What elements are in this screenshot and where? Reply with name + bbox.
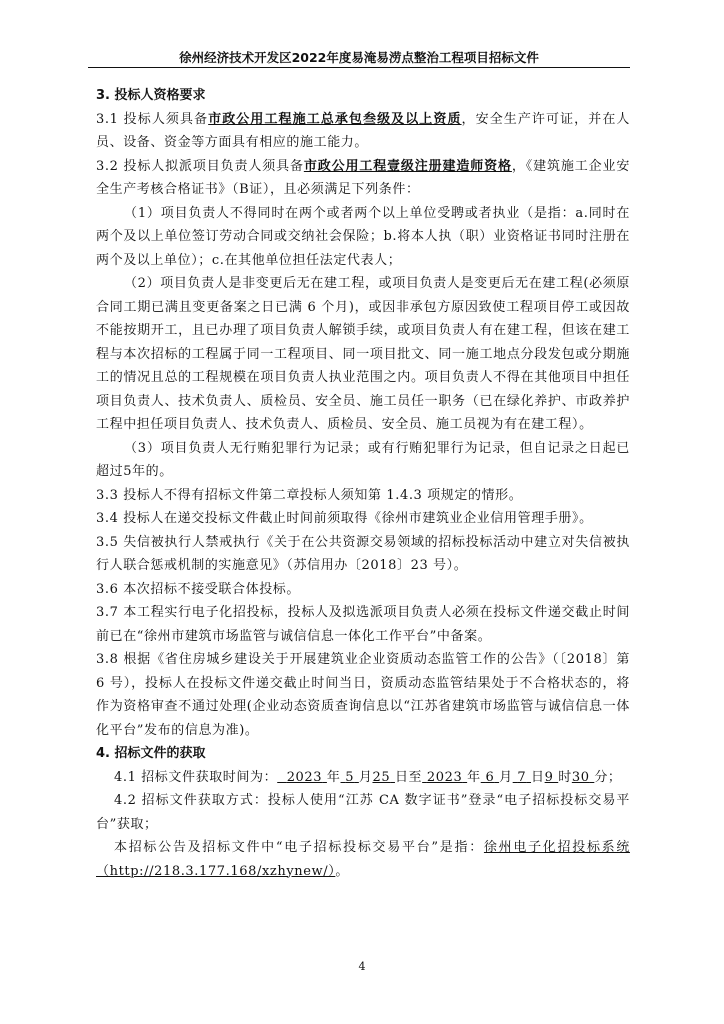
platform-link[interactable]: 徐州电子化招投标系统（http://218.3.177.168/xzhynew/） <box>96 840 630 879</box>
end-year: 2023 <box>426 769 463 785</box>
page-header-title: 徐州经济技术开发区2022年度易淹易涝点整治工程项目招标文件 <box>179 50 539 65</box>
start-year: 2023 <box>286 769 323 785</box>
required-qualification: 市政公用工程施工总承包叁级及以上资质 <box>208 111 462 127</box>
required-builder-certificate: 市政公用工程壹级注册建造师资格 <box>303 158 512 174</box>
end-hour: 9 <box>544 769 554 785</box>
page-number: 4 <box>358 960 366 973</box>
start-month: 5 <box>345 769 355 785</box>
paragraph-3-3: 3.3 投标人不得有招标文件第二章投标人须知第 1.4.3 项规定的情形。 <box>96 487 523 503</box>
paragraph-3-5: 3.5 失信被执行人禁戒执行《关于在公共资源交易领域的招标投标活动中建立对失信被执行人联合惩戒机制的实施意见》（苏信用办〔2018〕23 号）。 <box>96 534 630 573</box>
paragraph-3-4: 3.4 投标人在递交投标文件截止时间前须取得《徐州市建筑业企业信用管理手册》。 <box>96 511 593 526</box>
condition-1: （1）项目负责人不得同时在两个或者两个以上单位受聘或者执业（是指：a.同时在两个及以上单位签订劳动合同或交纳社会保险；b.将本人执（职）业资格证书同时注册在两个及以上单位）；c.在其他单位担任法定代表人； <box>96 205 630 268</box>
paragraph-4-1: 4.1 招标文件获取时间为： 2023 年 5 月25 日至 2023 年 6 月 7 日9 时30 分； <box>114 769 622 785</box>
section-4-heading: 4. 招标文件的获取 <box>96 746 206 761</box>
paragraph-4-2: 4.2 招标文件获取方式：投标人使用“江苏 CA 数字证书”登录“电子招标投标交易平台”获取； <box>96 793 630 832</box>
paragraph-3-1: 3.1 投标人须具备市政公用工程施工总承包叁级及以上资质，安全生产许可证，并在人员、设备、资金等方面具有相应的施工能力。 <box>96 111 630 150</box>
end-month: 6 <box>485 769 495 785</box>
condition-2: （2）项目负责人是非变更后无在建工程，或项目负责人是变更后无在建工程(必须原合同工期已满且变更备案之日已满 6 个月)，或因非承包方原因致使工程项目停工或因故不能按期开工，且已办理了项目负责人解锁手续，或项目负责人有在建工程，但该在建工程与本次招标的工程属于同一工程项目、同一项目批文、同一施工地点分段发包或分期施工的情况且总的工程规模在项目负责人执业范围之内。项目负责人不得在其他项目中担任项目负责人、技术负责人、质检员、安全员、施工员任一职务（已在绿化养护、市政养护工程中担任项目负责人、技术负责人、质检员、安全员、施工员视为有在建工程）。 <box>96 276 630 432</box>
section-3-heading: 3. 投标人资格要求 <box>96 88 206 103</box>
paragraph-3-8: 3.8 根据《省住房城乡建设关于开展建筑业企业资质动态监管工作的公告》（〔2018〕第 6 号），投标人在投标文件递交截止时间当日，资质动态监管结果处于不合格状态的，将作为资格审查不通过处理(企业动态资质查询信息以“江苏省建筑市场监管与诚信信息一体化平台”发布的信息为准)。 <box>96 652 630 738</box>
end-minute: 30 <box>571 769 590 785</box>
condition-3: （3）项目负责人无行贿犯罪行为记录；或有行贿犯罪行为记录，但自记录之日起已超过5年的。 <box>96 440 630 479</box>
paragraph-3-6: 3.6 本次招标不接受联合体投标。 <box>96 581 301 597</box>
start-day: 25 <box>372 769 391 785</box>
end-day: 7 <box>517 769 527 785</box>
header-divider <box>88 67 630 68</box>
paragraph-4-3: 本招标公告及招标文件中“电子招标投标交易平台”是指：徐州电子化招投标系统（http://218.3.177.168/xzhynew/）。 <box>96 840 630 879</box>
paragraph-3-2: 3.2 投标人拟派项目负责人须具备市政公用工程壹级注册建造师资格，《建筑施工企业安全生产考核合格证书》（B证），且必须满足下列条件： <box>96 158 630 197</box>
paragraph-3-7: 3.7 本工程实行电子化招投标，投标人及拟选派项目负责人必须在投标文件递交截止时间前已在“徐州市建筑市场监管与诚信信息一体化工作平台”中备案。 <box>96 605 630 644</box>
document-body <box>96 84 630 883</box>
